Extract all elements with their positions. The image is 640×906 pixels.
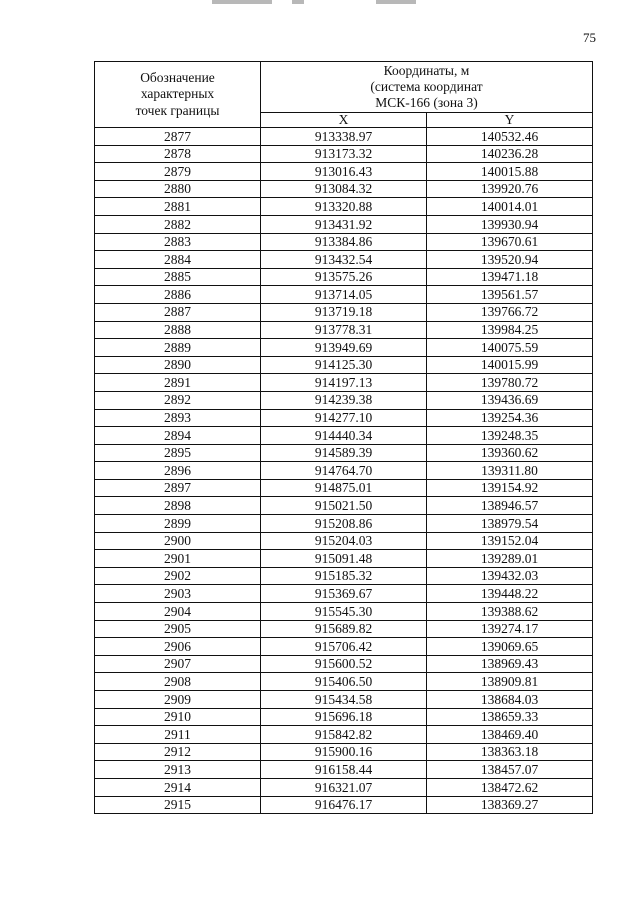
table-row [95,515,593,533]
table-row [95,198,593,216]
point-cell: 2902 [95,567,261,585]
x-cell: 913016.43 [261,163,427,181]
table-row [95,391,593,409]
page-number: 75 [583,30,596,45]
y-cell: 139436.69 [427,391,593,409]
point-cell: 2904 [95,603,261,621]
x-cell: 913084.32 [261,180,427,198]
table-row [95,479,593,497]
table-row [95,303,593,321]
x-cell: 913575.26 [261,268,427,286]
y-cell: 138969.43 [427,655,593,673]
table-row [95,796,593,814]
y-cell: 139766.72 [427,303,593,321]
y-cell: 140015.88 [427,163,593,181]
x-cell: 914277.10 [261,409,427,427]
point-cell: 2913 [95,761,261,779]
x-cell: 915021.50 [261,497,427,515]
point-cell: 2896 [95,462,261,480]
scan-artifact [212,0,272,4]
table-row [95,708,593,726]
x-cell: 915208.86 [261,515,427,533]
y-cell: 139248.35 [427,427,593,445]
x-cell: 913173.32 [261,145,427,163]
table-row [95,180,593,198]
table-row [95,550,593,568]
point-cell: 2900 [95,532,261,550]
coordinates-table [94,61,593,814]
point-cell: 2893 [95,409,261,427]
point-cell: 2910 [95,708,261,726]
y-cell: 138979.54 [427,515,593,533]
point-cell: 2914 [95,778,261,796]
point-cell: 2895 [95,444,261,462]
x-cell: 913338.97 [261,128,427,146]
table-row [95,497,593,515]
y-cell: 139930.94 [427,215,593,233]
y-cell: 139670.61 [427,233,593,251]
table-body [95,128,593,814]
y-cell: 138363.18 [427,743,593,761]
y-cell: 138369.27 [427,796,593,814]
table-row [95,427,593,445]
point-cell: 2888 [95,321,261,339]
y-cell: 138684.03 [427,691,593,709]
table-row [95,673,593,691]
designation-header: Обозначение характерных точек границы [95,62,261,128]
x-cell: 913384.86 [261,233,427,251]
table-row [95,462,593,480]
point-cell: 2898 [95,497,261,515]
y-cell: 139069.65 [427,638,593,656]
point-cell: 2878 [95,145,261,163]
point-cell: 2887 [95,303,261,321]
point-cell: 2882 [95,215,261,233]
table-row [95,585,593,603]
point-cell: 2906 [95,638,261,656]
point-cell: 2892 [95,391,261,409]
table-row [95,233,593,251]
scan-artifact [292,0,304,4]
point-cell: 2879 [95,163,261,181]
table-row [95,286,593,304]
table-row [95,409,593,427]
point-cell: 2901 [95,550,261,568]
x-cell: 915185.32 [261,567,427,585]
x-cell: 914125.30 [261,356,427,374]
x-cell: 913431.92 [261,215,427,233]
table-row [95,128,593,146]
point-cell: 2880 [95,180,261,198]
x-cell: 914239.38 [261,391,427,409]
y-cell: 138946.57 [427,497,593,515]
point-cell: 2908 [95,673,261,691]
y-cell: 140014.01 [427,198,593,216]
table-row [95,532,593,550]
y-cell: 139388.62 [427,603,593,621]
coordinates-header: Координаты, м (система координат МСК-166 (зона 3) [261,62,593,113]
point-cell: 2911 [95,726,261,744]
x-cell: 916158.44 [261,761,427,779]
table-row [95,163,593,181]
x-cell: 915204.03 [261,532,427,550]
point-cell: 2877 [95,128,261,146]
table-row [95,268,593,286]
x-cell: 915434.58 [261,691,427,709]
x-cell: 915696.18 [261,708,427,726]
x-cell: 915545.30 [261,603,427,621]
y-cell: 138457.07 [427,761,593,779]
x-cell: 913320.88 [261,198,427,216]
y-cell: 140075.59 [427,339,593,357]
y-cell: 139311.80 [427,462,593,480]
y-cell: 138469.40 [427,726,593,744]
point-cell: 2884 [95,251,261,269]
table-row [95,215,593,233]
point-cell: 2899 [95,515,261,533]
point-cell: 2883 [95,233,261,251]
y-cell: 139152.04 [427,532,593,550]
table-row [95,356,593,374]
point-cell: 2909 [95,691,261,709]
table-row [95,339,593,357]
x-cell: 915689.82 [261,620,427,638]
table-row [95,567,593,585]
table-row [95,145,593,163]
x-cell: 915600.52 [261,655,427,673]
point-cell: 2897 [95,479,261,497]
x-cell: 913714.05 [261,286,427,304]
table-row [95,638,593,656]
x-cell: 913719.18 [261,303,427,321]
x-column-header: X [261,113,427,128]
x-cell: 916321.07 [261,778,427,796]
x-cell: 913949.69 [261,339,427,357]
y-cell: 138472.62 [427,778,593,796]
point-cell: 2915 [95,796,261,814]
y-cell: 138659.33 [427,708,593,726]
x-cell: 914589.39 [261,444,427,462]
point-cell: 2903 [95,585,261,603]
y-cell: 139448.22 [427,585,593,603]
point-cell: 2886 [95,286,261,304]
y-cell: 139289.01 [427,550,593,568]
y-cell: 139984.25 [427,321,593,339]
x-cell: 914875.01 [261,479,427,497]
point-cell: 2894 [95,427,261,445]
point-cell: 2891 [95,374,261,392]
table-row [95,761,593,779]
y-cell: 139561.57 [427,286,593,304]
table-row [95,374,593,392]
x-cell: 913778.31 [261,321,427,339]
point-cell: 2885 [95,268,261,286]
scan-top-marks [0,0,640,6]
x-cell: 915900.16 [261,743,427,761]
table-row [95,778,593,796]
x-cell: 915406.50 [261,673,427,691]
y-cell: 139520.94 [427,251,593,269]
table-row [95,691,593,709]
x-cell: 914440.34 [261,427,427,445]
table-row [95,444,593,462]
y-cell: 138909.81 [427,673,593,691]
table-row [95,655,593,673]
y-cell: 139780.72 [427,374,593,392]
scan-artifact [376,0,416,4]
x-cell: 914764.70 [261,462,427,480]
y-cell: 139274.17 [427,620,593,638]
y-cell: 139920.76 [427,180,593,198]
x-cell: 913432.54 [261,251,427,269]
x-cell: 915842.82 [261,726,427,744]
y-cell: 139254.36 [427,409,593,427]
y-column-header: Y [427,113,593,128]
point-cell: 2905 [95,620,261,638]
y-cell: 139360.62 [427,444,593,462]
table-row [95,726,593,744]
y-cell: 139471.18 [427,268,593,286]
table-row [95,321,593,339]
y-cell: 140236.28 [427,145,593,163]
x-cell: 915091.48 [261,550,427,568]
y-cell: 139432.03 [427,567,593,585]
y-cell: 139154.92 [427,479,593,497]
x-cell: 916476.17 [261,796,427,814]
x-cell: 914197.13 [261,374,427,392]
point-cell: 2890 [95,356,261,374]
point-cell: 2881 [95,198,261,216]
y-cell: 140015.99 [427,356,593,374]
table-row [95,620,593,638]
table-row [95,251,593,269]
y-cell: 140532.46 [427,128,593,146]
table-row [95,603,593,621]
point-cell: 2889 [95,339,261,357]
x-cell: 915706.42 [261,638,427,656]
point-cell: 2912 [95,743,261,761]
point-cell: 2907 [95,655,261,673]
table-row [95,743,593,761]
x-cell: 915369.67 [261,585,427,603]
